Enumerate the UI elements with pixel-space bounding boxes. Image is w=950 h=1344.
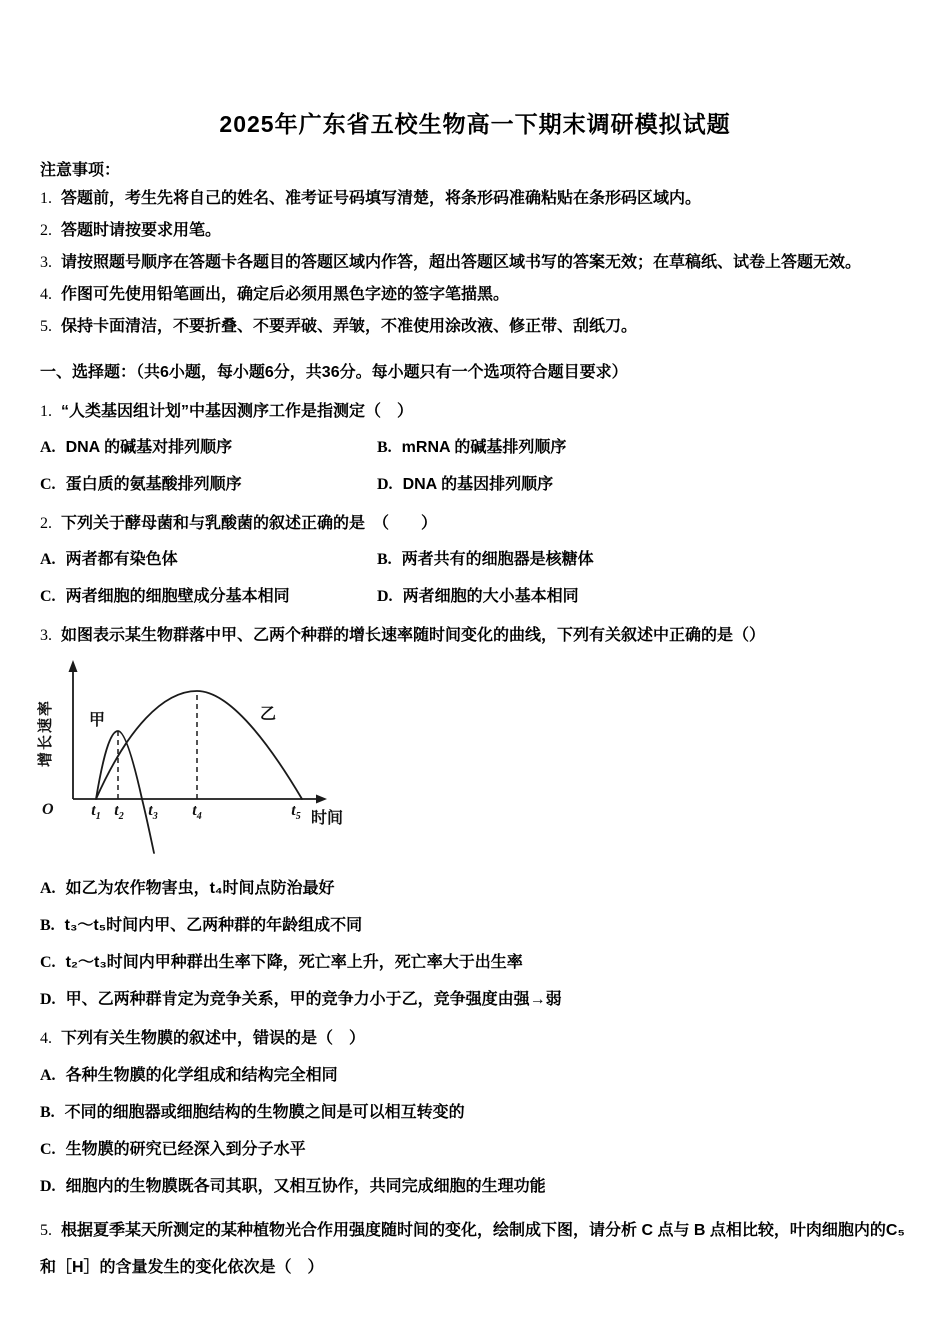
y-axis-arrow-icon — [69, 660, 78, 672]
option-b — [40, 1102, 910, 1124]
question-5 — [40, 1212, 910, 1286]
notice-item-number: 1. — [40, 190, 52, 207]
option-b — [377, 549, 910, 571]
question-2 — [40, 512, 910, 608]
y-axis-label: 增长速率 — [37, 698, 54, 768]
option-text: 蛋白质的氨基酸排列顺序 — [65, 476, 242, 493]
option-c — [40, 1139, 910, 1161]
notice-item-text: 请按照题号顺序在答题卡各题目的答题区域内作答，超出答题区域书写的答案无效；在草稿纸、试卷上答题无效。 — [61, 254, 862, 271]
question-stem-text: “人类基因组计划”中基因测序工作是指测定（ ） — [61, 403, 414, 420]
option-label: D. — [377, 588, 393, 605]
option-a — [40, 878, 910, 900]
notice-item-4 — [40, 281, 910, 308]
option-text: t₃～t₅时间内甲、乙两种群的年龄组成不同 — [64, 917, 363, 934]
growth-rate-figure — [30, 657, 910, 863]
option-label: A. — [40, 439, 56, 456]
notice-item-5 — [40, 313, 910, 340]
curve-yi-label: 乙 — [259, 706, 277, 723]
option-text: DNA 的基因排列顺序 — [402, 476, 554, 493]
question-3 — [37, 624, 910, 1011]
option-label: D. — [40, 1178, 56, 1195]
question-number: 1. — [40, 403, 52, 420]
notice-item-text: 作图可先使用铅笔画出，确定后必须用黑色字迹的签字笔描黑。 — [61, 286, 510, 303]
option-label: A. — [40, 1067, 56, 1084]
question-3-stem — [40, 624, 910, 647]
option-text: 两者细胞的细胞壁成分基本相同 — [65, 588, 290, 605]
option-label: C. — [40, 954, 56, 971]
option-label: C. — [40, 476, 56, 493]
question-number: 3. — [40, 627, 52, 644]
option-label: D. — [40, 991, 56, 1008]
question-4-stem — [40, 1027, 910, 1050]
notice-item-number: 2. — [40, 222, 52, 239]
option-text: 两者共有的细胞器是核糖体 — [401, 551, 594, 568]
notice-item-number: 5. — [40, 318, 52, 335]
option-text: DNA 的碱基对排列顺序 — [65, 439, 233, 456]
question-5-stem — [40, 1212, 910, 1286]
tick-t2: $t_2$ — [114, 802, 124, 822]
option-text: 甲、乙两种群肯定为竞争关系，甲的竞争力小于乙，竞争强度由强→弱 — [65, 991, 562, 1008]
curve-jia-label: 甲 — [88, 712, 106, 729]
notice-item-text: 答题前，考生先将自己的姓名、准考证号码填写清楚，将条形码准确粘贴在条形码区域内。 — [61, 190, 702, 207]
option-d — [40, 989, 910, 1011]
notice-item-2 — [40, 217, 910, 244]
option-c — [40, 474, 377, 496]
option-label: A. — [40, 880, 56, 897]
option-text: 细胞内的生物膜既各司其职，又相互协作，共同完成细胞的生理功能 — [65, 1178, 546, 1195]
option-label: B. — [40, 1104, 55, 1121]
question-2-options — [40, 549, 910, 608]
question-2-stem — [40, 512, 910, 535]
option-label: C. — [40, 1141, 56, 1158]
option-a — [40, 437, 377, 459]
notice-item-1 — [40, 185, 910, 212]
option-a — [40, 549, 377, 571]
tick-t1: $t_1$ — [91, 802, 101, 822]
question-stem-text: 下列有关生物膜的叙述中，错误的是（ ） — [61, 1030, 366, 1047]
option-b — [40, 915, 910, 937]
option-c — [40, 952, 910, 974]
option-text: 如乙为农作物害虫，t₄时间点防治最好 — [65, 880, 335, 897]
question-stem-text: 下列关于酵母菌和与乳酸菌的叙述正确的是 （ ） — [61, 515, 438, 532]
notice-item-number: 3. — [40, 254, 52, 271]
growth-rate-chart — [30, 657, 402, 863]
option-label: D. — [377, 476, 393, 493]
option-text: t₂～t₃时间内甲种群出生率下降，死亡率上升，死亡率大于出生率 — [65, 954, 523, 971]
question-number: 2. — [40, 515, 52, 532]
tick-t5: $t_5$ — [291, 802, 301, 822]
section-heading-choice: 一、选择题：（共6小题，每小题6分，共36分。每小题只有一个选项符合题目要求） — [40, 364, 628, 381]
x-axis-label: 时间 — [311, 810, 344, 827]
option-label: B. — [377, 551, 392, 568]
option-c — [40, 586, 377, 608]
notice-section — [40, 157, 910, 340]
question-1-stem — [40, 400, 910, 423]
option-text: 两者细胞的大小基本相同 — [402, 588, 579, 605]
question-1 — [40, 400, 910, 496]
question-stem-text: 如图表示某生物群落中甲、乙两个种群的增长速率随时间变化的曲线，下列有关叙述中正确的是（） — [61, 627, 766, 644]
notice-item-3 — [40, 249, 910, 276]
option-text: 两者都有染色体 — [65, 551, 178, 568]
notice-item-text: 保持卡面清洁，不要折叠、不要弄破、弄皱，不准使用涂改液、修正带、刮纸刀。 — [61, 318, 638, 335]
notice-item-number: 4. — [40, 286, 52, 303]
question-4 — [40, 1027, 910, 1198]
option-label: B. — [377, 439, 392, 456]
option-label: C. — [40, 588, 56, 605]
option-b — [377, 437, 910, 459]
curve-jia — [96, 731, 154, 853]
option-text: mRNA 的碱基排列顺序 — [401, 439, 567, 456]
option-text: 各种生物膜的化学组成和结构完全相同 — [65, 1067, 338, 1084]
tick-t4: $t_4$ — [192, 802, 202, 822]
tick-t3: $t_3$ — [148, 802, 158, 822]
option-d — [40, 1176, 910, 1198]
notice-heading: 注意事项： — [40, 162, 121, 179]
option-text: 不同的细胞器或细胞结构的生物膜之间是可以相互转变的 — [64, 1104, 465, 1121]
x-axis-arrow-icon — [316, 795, 327, 804]
option-text: 生物膜的研究已经深入到分子水平 — [65, 1141, 306, 1158]
option-d — [377, 586, 910, 608]
question-stem-text: 根据夏季某天所测定的某种植物光合作用强度随时间的变化，绘制成下图，请分析 C 点与 B 点相比较，叶肉细胞内的C₅和［H］的含量发生的变化依次是（ ） — [40, 1222, 905, 1276]
option-label: B. — [40, 917, 55, 934]
origin-label: O — [42, 801, 54, 818]
page-title: 2025年广东省五校生物高一下期末调研模拟试题 — [219, 111, 731, 137]
option-a — [40, 1065, 910, 1087]
option-label: A. — [40, 551, 56, 568]
notice-item-text: 答题时请按要求用笔。 — [61, 222, 222, 239]
option-d — [377, 474, 910, 496]
question-1-options — [40, 437, 910, 496]
question-number: 5. — [40, 1222, 52, 1239]
question-number: 4. — [40, 1030, 52, 1047]
